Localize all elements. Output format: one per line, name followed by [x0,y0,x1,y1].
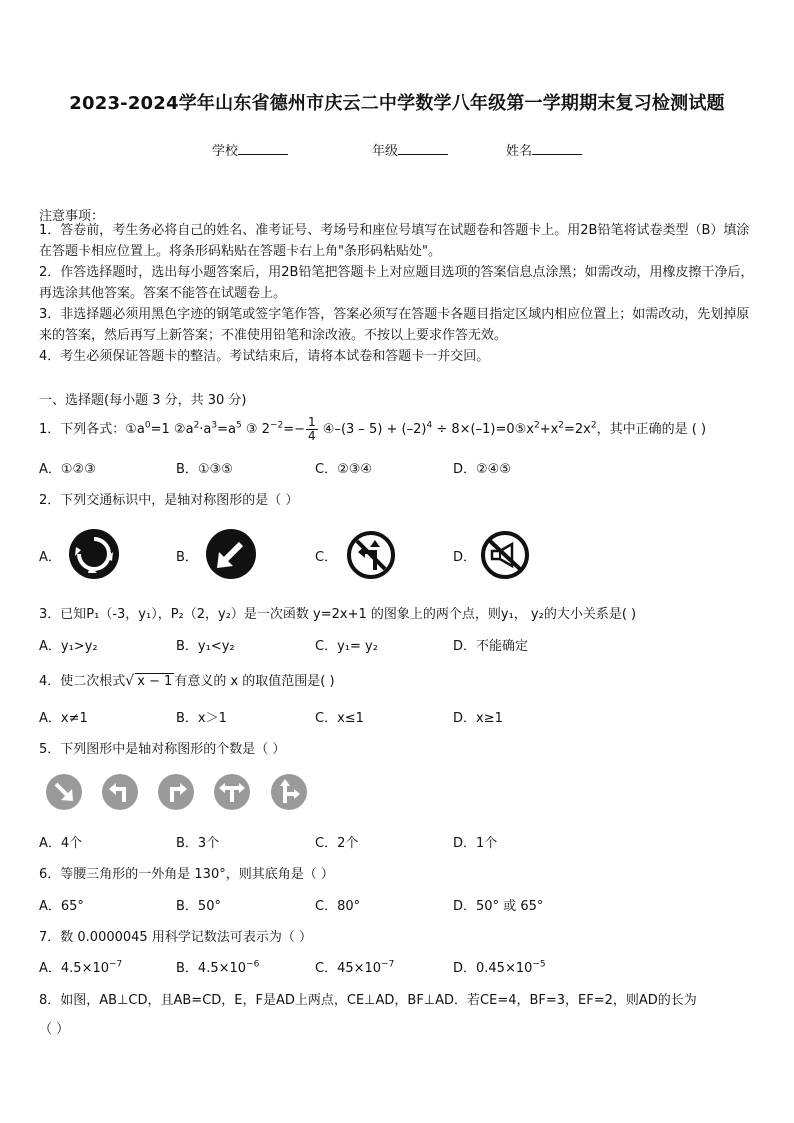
question-7: 7．数 0.0000045 用科学记数法可表示为（ ） [39,930,312,945]
q7-option-c: C．$45\times 10^{-7}$ [315,959,395,976]
question-8: 8．如图，AB⊥CD，且AB=CD，E，F是AD上两点，CE⊥AD，BF⊥AD．若CE=4，BF=3，EF=2，则AD的长为 [39,993,697,1008]
q1-option-b: B．①③⑤ [176,462,233,477]
note-item: 4．考生必须保证答题卡的整洁。考试结束后，请将本试卷和答题卡一并交回。 [39,349,490,364]
q3-option-c: C．y₁= y₂ [315,639,378,654]
question-2: 2．下列交通标识中，是轴对称图形的是（ ） [39,493,299,508]
note-item: 3．非选择题必须用黑色字迹的钢笔或签字笔作答，答案必须写在答题卡各题目指定区域内相应位置上；如需改动，先划掉原来的答案，然后再写上新答案；不准使用铅笔和涂改液。不按以上要求作答无效。 [39,307,750,343]
roundabout-sign-icon [68,528,120,580]
q2-option-b: B． [176,550,198,565]
q3-option-d: D．不能确定 [453,639,529,654]
arrow-down-right-sign-icon [45,773,83,811]
q6-option-d: D．50° 或 65° [453,899,544,914]
turn-left-sign-icon [101,773,139,811]
keep-left-sign-icon [205,528,257,580]
q2-option-c: C． [315,550,338,565]
q2-option-d: D． [453,550,477,565]
left-right-sign-icon [213,773,251,811]
straight-or-right-sign-icon [270,773,308,811]
q7-option-a: A．$4.5\times 10^{-7}$ [39,959,123,976]
q7-option-b: B．$4.5\times 10^{-6}$ [176,959,260,976]
q6-option-c: C．80° [315,899,361,914]
q7-option-d: D．$0.45\times 10^{-5}$ [453,959,546,976]
q5-option-b: B．3个 [176,836,220,851]
turn-right-sign-icon [157,773,195,811]
q4-option-c: C．x≤1 [315,711,364,726]
no-left-turn-sign-icon [346,530,396,580]
question-1: 1．下列各式：$①a^0=1$ $②a^2\cdot a^3=a^5$ ③ $2^{-2}=-$ $\frac{1}{4}$ ④–(3 – $5) + (-2)^4$ ÷ $8\times(-1)=0⑤x^2+x^2=2x^2$，其中正确的是 ( ) [39,415,707,443]
q5-option-c: C．2个 [315,836,359,851]
section-heading: 一、选择题(每小题 3 分，共 30 分) [39,393,247,408]
q4-option-d: D．x≥1 [453,711,503,726]
fraction: $\frac{1}{4}$ [308,415,316,443]
grade-blank [398,142,448,155]
q4-option-a: A．x≠1 [39,711,88,726]
note-item: 2．作答选择题时，选出每小题答案后，用2B铅笔把答题卡上对应题目选项的答案信息点涂黑；如需改动，用橡皮擦干净后，再选涂其他答案。答案不能答在试题卷上。 [39,265,754,301]
q6-option-b: B．50° [176,899,221,914]
school-label: 学校 [212,144,239,159]
grade-label: 年级 [372,144,399,159]
note-item: 1．答卷前，考生务必将自己的姓名、准考证号、考场号和座位号填写在试题卷和答题卡上。用2B铅笔将试卷类型（B）填涂在答题卡相应位置上。将条形码粘贴在答题卡右上角"条形码粘贴处"。 [39,223,750,259]
name-field [506,140,582,159]
radicand: x − 1 [137,674,173,689]
q1-option-a: A．①②③ [39,462,96,477]
question-8-answer-blank: （ ） [39,1022,70,1037]
question-5: 5．下列图形中是轴对称图形的个数是（ ） [39,742,286,757]
page-title: 2023-2024学年山东省德州市庆云二中学数学八年级第一学期期末复习检测试题 [69,93,725,114]
q6-option-a: A．65° [39,899,84,914]
question-3: 3．已知P₁（-3，y₁），P₂（2，y₂）是一次函数 y=2x+1 的图象上的两个点，则y₁， y₂的大小关系是( ) [39,607,637,622]
question-6: 6．等腰三角形的一外角是 130°，则其底角是（ ） [39,867,334,882]
name-blank [532,142,582,155]
question-4: 4．使二次根式√ x − 1 有意义的 x 的取值范围是( ) [39,673,335,689]
q1-option-c: C．②③④ [315,462,373,477]
name-label: 姓名 [506,144,533,159]
no-honking-sign-icon [480,530,530,580]
q5-option-d: D．1个 [453,836,498,851]
q5-option-a: A．4个 [39,836,83,851]
q3-option-a: A．y₁>y₂ [39,639,98,654]
q2-option-a: A． [39,550,61,565]
q4-option-b: B．x＞1 [176,711,227,726]
notes-heading: 注意事项： [39,209,105,224]
q1-option-d: D．②④⑤ [453,462,511,477]
q3-option-b: B．y₁<y₂ [176,639,235,654]
grade-field [372,140,448,159]
school-blank [238,142,288,155]
school-field [212,140,288,159]
